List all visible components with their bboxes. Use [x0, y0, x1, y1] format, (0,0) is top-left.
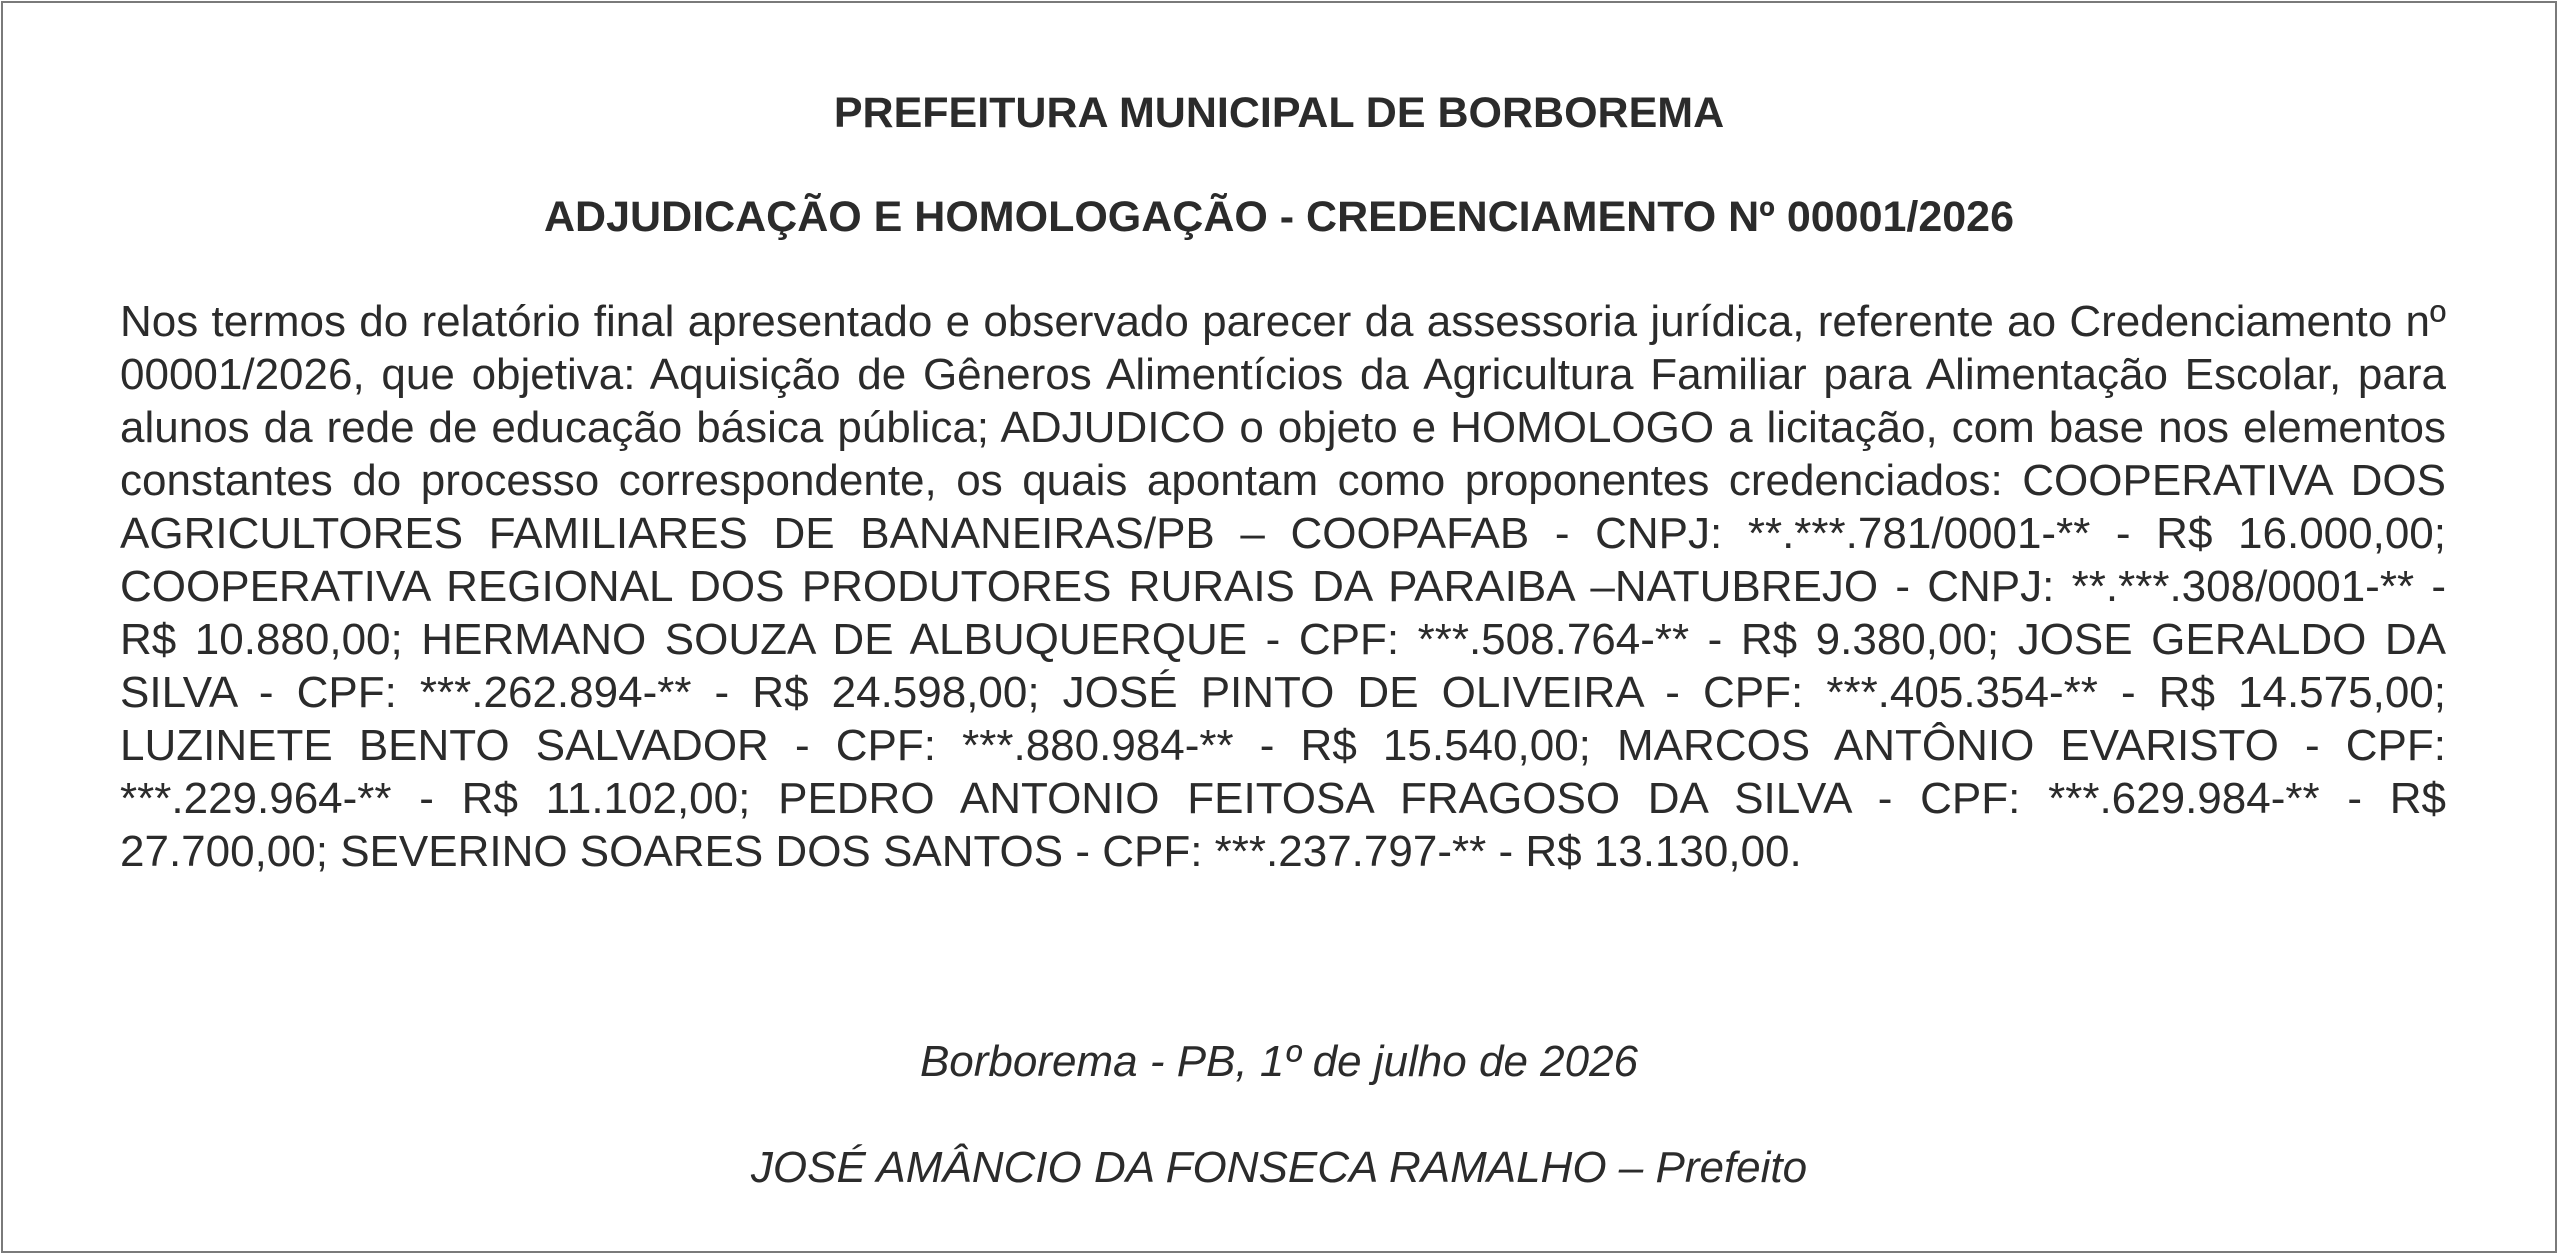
- signature-line: JOSÉ AMÂNCIO DA FONSECA RAMALHO – Prefeito: [750, 1143, 1808, 1192]
- document-body: Nos termos do relatório final apresentado e observado parecer da assessoria jurídica, referente ao Credenciamento nº 00001/2026, que objetiva: Aquisição de Gêneros Alimentícios da Agricultura Familiar para Alimentação Escolar, para alunos da rede de educação básica pública; ADJUDICO o objeto e HOMOLOGO a licitação, com base nos elementos constantes do processo correspondente, os quais apontam como proponentes credenciados: COOPERATIVA DOS AGRICULTORES FAMILIARES DE BANANEIRAS/PB – COOPAFAB - CNPJ: **.***.781/0001-** - R$ 16.000,00; COOPERATIVA REGIONAL DOS PRODUTORES RURAIS DA PARAIBA –NATUBREJO - CNPJ: **.***.308/0001-** - R$ 10.880,00; HERMANO SOUZA DE ALBUQUERQUE - CPF: ***.508.764-** - R$ 9.380,00; JOSE GERALDO DA SILVA - CPF: ***.262.894-** - R$ 24.598,00; JOSÉ PINTO DE OLIVEIRA - CPF: ***.405.354-** - R$ 14.575,00; LUZINETE BENTO SALVADOR - CPF: ***.880.984-** - R$ 15.540,00; MARCOS ANTÔNIO EVARISTO - CPF: ***.229.964-** - R$ 11.102,00; PEDRO ANTONIO FEITOSA FRAGOSO DA SILVA - CPF: ***.629.984-** - R$ 27.700,00; SEVERINO SOARES DOS SANTOS - CPF: ***.237.797-** - R$ 13.130,00.: [120, 297, 2446, 876]
- document-title: ADJUDICAÇÃO E HOMOLOGAÇÃO - CREDENCIAMENTO Nº 00001/2026: [544, 193, 2014, 241]
- document-frame: [1, 1, 2557, 1253]
- organization-heading: PREFEITURA MUNICIPAL DE BORBOREMA: [833, 89, 1725, 137]
- date-line: Borborema - PB, 1º de julho de 2026: [919, 1037, 1639, 1086]
